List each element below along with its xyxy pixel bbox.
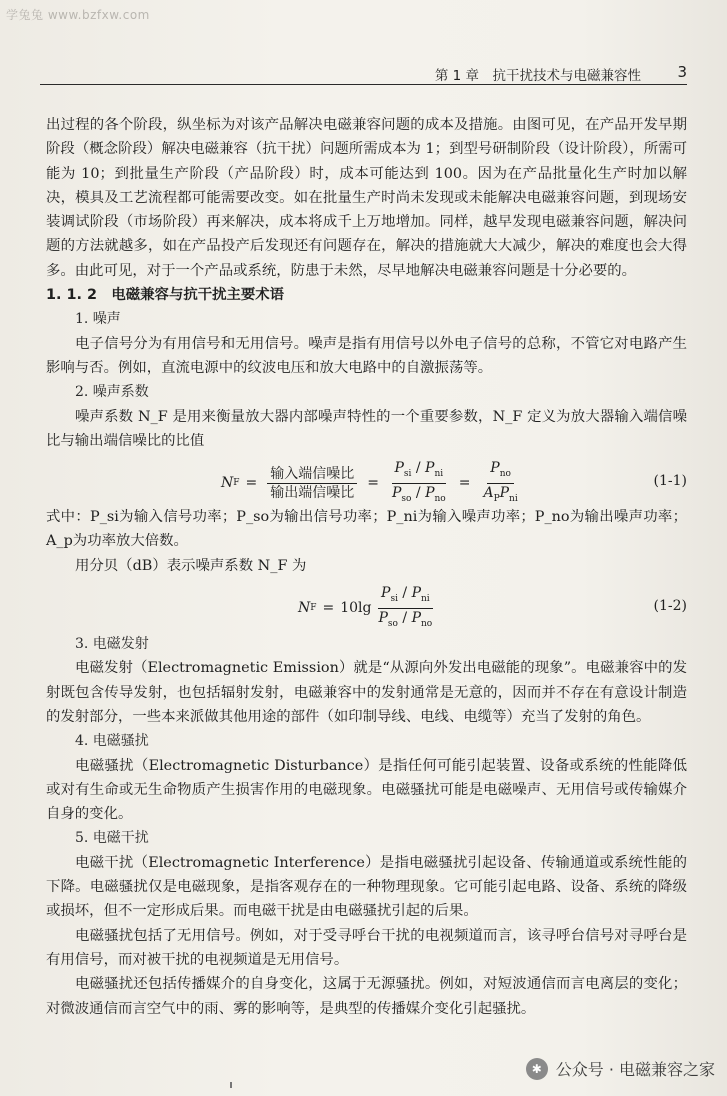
paragraph: 电磁骚扰包括了无用信号。例如，对于受寻呼台干扰的电视频道而言，该寻呼台信号对寻呼台是有用信号，而对被干扰的电视频道是无用信号。 [46, 927, 687, 968]
formula-expression [298, 584, 439, 633]
formula-subscript: so [387, 618, 398, 629]
formula-symbol: A [483, 484, 494, 501]
formula-symbol: P [499, 484, 510, 501]
formula-symbol: P [378, 609, 388, 626]
chapter-title: 第 1 章 抗干扰技术与电磁兼容性 [434, 68, 641, 84]
formula-symbol: N [298, 600, 311, 617]
formula-symbol: P [391, 484, 402, 501]
formula-symbol: P [411, 585, 421, 602]
formula-symbol: P [381, 585, 391, 602]
formula-symbol: P [411, 609, 422, 626]
fraction [389, 459, 449, 508]
equals-sign: = [458, 475, 471, 492]
equation-number: (1-1) [653, 473, 687, 490]
page-body [46, 113, 687, 1021]
formula-subscript: ni [434, 468, 444, 479]
fraction-numerator [487, 459, 514, 484]
paragraph: 用分贝（dB）表示噪声系数 N_F 为 [75, 557, 307, 574]
fraction [267, 465, 357, 502]
formula-subscript: P [493, 493, 500, 504]
paragraph: 电磁干扰（Electromagnetic Interference）是指电磁骚扰引起设备、传输通道或系统性能的下降。电磁骚扰仅是电磁现象，是指客观存在的一种物理现象。它可能引起电路、设备、系统的降级或损坏，但不一定形成后果。而电磁干扰是由电磁骚扰引起的后果。 [46, 854, 687, 920]
equation-number: (1-2) [653, 598, 687, 615]
fraction-denominator: $P_{so} / P_{no}$ [391, 484, 446, 504]
paragraph: 电磁骚扰（Electromagnetic Disturbance）是指任何可能引起装置、设备或系统的性能降低或对有生命或无生命物质产生损害作用的电磁现象。电磁骚扰可能是电磁噪声、无用信号或传输媒介自身的变化。 [46, 757, 687, 823]
formula-1-1 [46, 455, 687, 503]
page-mark [230, 1082, 232, 1088]
formula-symbol: P [425, 460, 435, 477]
fraction-numerator: $P_{si} / P_{ni}$ [378, 584, 433, 609]
formula-symbol: P [394, 460, 404, 477]
formula-subscript: si [390, 593, 398, 604]
page-number: 3 [677, 63, 687, 81]
paragraph: 噪声系数 N_F 是用来衡量放大器内部噪声特性的一个重要参数，N_F 定义为放大器输入端信噪比与输出端信噪比的比值 [46, 408, 687, 449]
formula-subscript: F [233, 478, 240, 489]
wechat-icon: ✱ [526, 1058, 548, 1080]
term-heading-noise: 1. 噪声 [75, 311, 121, 328]
paragraph: 电子信号分为有用信号和无用信号。噪声是指有用信号以外电子信号的总称，不管它对电路产生影响与否。例如，直流电源中的纹波电压和放大电路中的自激振荡等。 [46, 335, 687, 376]
formula-subscript: F [310, 603, 317, 614]
term-heading-emission: 3. 电磁发射 [75, 636, 149, 653]
formula-symbol: P [425, 484, 435, 501]
formula-subscript: no [434, 493, 446, 504]
equals-sign: = [245, 475, 258, 492]
formula-subscript: si [403, 468, 412, 479]
formula-subscript: ni [509, 493, 518, 504]
term-heading-disturbance: 4. 电磁骚扰 [75, 733, 149, 750]
term-heading-interference: 5. 电磁干扰 [75, 830, 149, 847]
fraction-denominator [480, 484, 520, 508]
formula-symbol: N [221, 475, 234, 492]
formula-coefficient: 10lg [340, 600, 372, 617]
account-watermark [526, 1057, 715, 1080]
formula-subscript: so [401, 493, 412, 504]
fraction [480, 459, 520, 508]
term-heading-noise-figure: 2. 噪声系数 [75, 384, 149, 401]
paragraph: 电磁发射（Electromagnetic Emission）就是“从源向外发出电磁能的现象”。电磁兼容中的发射既包含传导发射，也包括辐射发射，电磁兼容中的发射通常是无意的，因而并不存在有意设计制造的发射部分，一些本来派做其他用途的部件（如印制导线、电线、电缆等）充当了发射的角色。 [46, 660, 687, 725]
fraction [376, 584, 436, 633]
formula-symbol: P [490, 460, 500, 477]
equals-sign: = [367, 475, 379, 492]
site-watermark: 学兔兔 www.bzfxw.com [6, 8, 150, 22]
paragraph: 式中：P_si为输入信号功率；P_so为输出信号功率；P_ni为输入噪声功率；P_no为输出噪声功率；A_p为功率放大倍数。 [46, 509, 687, 550]
formula-expression [221, 459, 525, 508]
fraction-denominator: 输出端信噪比 [270, 484, 355, 501]
fraction-numerator: 输入端信噪比 [267, 465, 357, 484]
fraction-numerator: $P_{si} / P_{ni}$ [392, 459, 447, 484]
formula-1-2 [46, 580, 687, 630]
paragraph: 电磁骚扰还包括传播媒介的自身变化，这属于无源骚扰。例如，对短波通信而言电离层的变化；对微波通信而言空气中的雨、雾的影响等，是典型的传播媒介变化引起骚扰。 [46, 976, 687, 1017]
formula-subscript: ni [421, 593, 430, 604]
account-watermark-text: 公众号 · 电磁兼容之家 [555, 1060, 715, 1079]
running-header [40, 62, 687, 85]
paragraph: 出过程的各个阶段，纵坐标为对该产品解决电磁兼容问题的成本及措施。由图可见，在产品开发早期阶段（概念阶段）解决电磁兼容（抗干扰）问题所需成本为 1；到型号研制阶段（设计阶段），所需可能为 10；到批量生产阶段（产品阶段）时，成本可能达到 100。因为在产品批量化生产时加以解决，模具及工艺流程都可能需要改变。如在批量生产时尚未发现或未能解决电磁兼容问题，到现场安装调试阶段（市场阶段）再来解决，成本将成千上万地增加。同样，越早发现电磁兼容问题，解决问题的方法就越多，如在产品投产后发现还有问题存在，解决的措施就大大减少，解决的难度也会大得多。由此可见，对于一个产品或系统，防患于未然，尽早地解决电磁兼容问题是十分必要的。 [46, 117, 687, 279]
formula-subscript: no [499, 468, 511, 479]
equals-sign: = [322, 600, 335, 617]
section-heading: 1. 1. 2 电磁兼容与抗干扰主要术语 [46, 287, 285, 304]
fraction-denominator: $P_{so} / P_{no}$ [378, 609, 433, 629]
formula-subscript: no [421, 618, 433, 629]
